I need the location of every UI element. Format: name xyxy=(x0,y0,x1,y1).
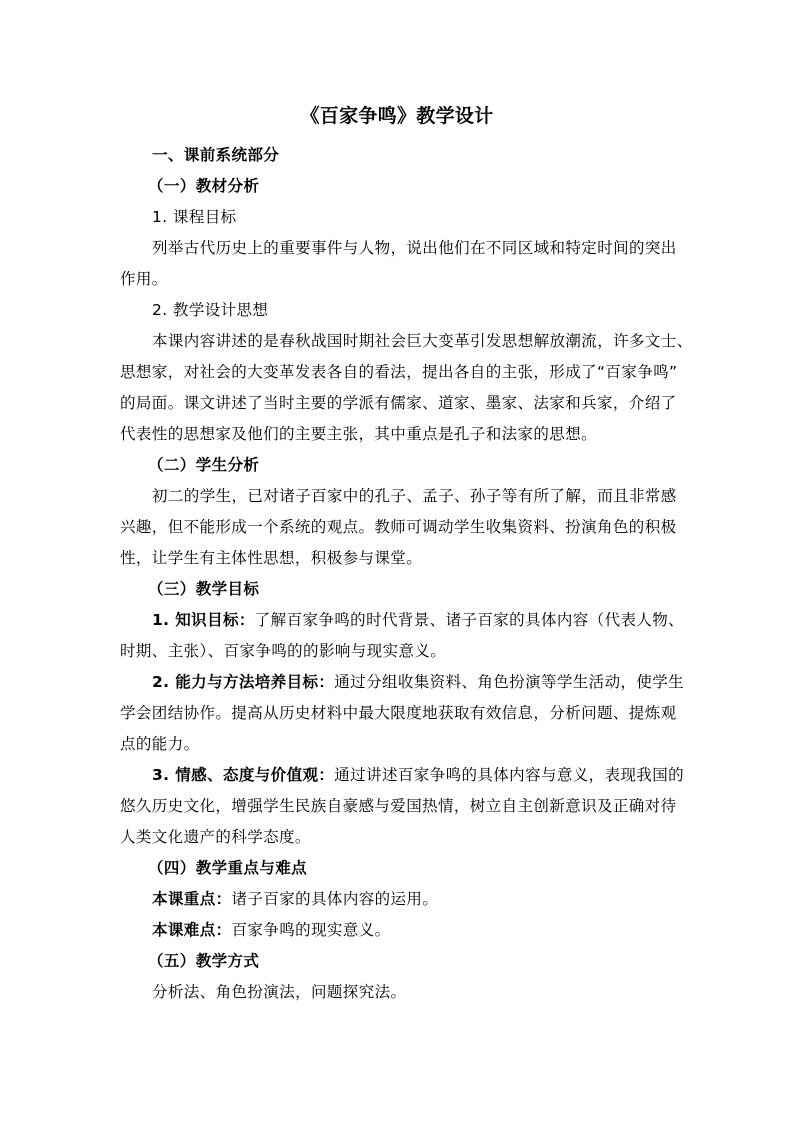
paragraph-line: 性，让学生有主体性思想，积极参与课堂。 xyxy=(120,549,423,567)
paragraph-line: 时期、主张）、百家争鸣的的影响与现实意义。 xyxy=(120,642,447,660)
difficulty-text: 百家争鸣的现实意义。 xyxy=(231,921,391,939)
paragraph-line: 思想家，对社会的大变革发表各自的看法，提出各自的主张，形成了“百家争鸣” xyxy=(120,363,678,381)
goal-text: 通过讲述百家争鸣的具体内容与意义，表现我国的 xyxy=(334,766,685,784)
paragraph-line: 悠久历史文化，增强学生民族自豪感与爱国热情，树立自主创新意识及正确对待 xyxy=(120,797,677,815)
goal-knowledge xyxy=(152,610,732,630)
document-title: 《百家争鸣》教学设计 xyxy=(300,105,494,127)
paragraph-line: 点的能力。 xyxy=(120,735,200,753)
key-point-line xyxy=(152,889,732,909)
goal-text: 通过分组收集资料、角色扮演等学生活动，使学生 xyxy=(334,673,685,691)
difficulty-label: 本课难点： xyxy=(152,921,232,939)
subsection-heading-key-points: （四）教学重点与难点 xyxy=(148,859,308,877)
paragraph-line: 人类文化遗产的科学态度。 xyxy=(120,828,311,846)
item-heading-design-idea: 2. 教学设计思想 xyxy=(152,301,269,319)
paragraph-line: 学会团结协作。提高从历史材料中最大限度地获取有效信息，分析问题、提炼观 xyxy=(120,704,677,722)
key-point-label: 本课重点： xyxy=(152,890,232,908)
subsection-heading-textbook-analysis: （一）教材分析 xyxy=(148,177,260,195)
goal-label: 2. 能力与方法培养目标： xyxy=(152,673,335,691)
goal-label: 3. 情感、态度与价值观： xyxy=(152,766,335,784)
paragraph-line: 代表性的思想家及他们的主要主张，其中重点是孔子和法家的思想。 xyxy=(120,425,598,443)
key-point-text: 诸子百家的具体内容的运用。 xyxy=(231,890,439,908)
paragraph-line: 本课内容讲述的是春秋战国时期社会巨大变革引发思想解放潮流，许多文士、 xyxy=(152,332,693,350)
paragraph-line: 列举古代历史上的重要事件与人物，说出他们在不同区域和特定时间的突出 xyxy=(152,239,677,257)
paragraph-line: 兴趣，但不能形成一个系统的观点。教师可调动学生收集资料、扮演角色的积极 xyxy=(120,518,677,536)
paragraph-line: 初二的学生，已对诸子百家中的孔子、孟子、孙子等有所了解，而且非常感 xyxy=(152,487,677,505)
difficulty-line xyxy=(152,920,732,940)
section-heading-pre-class-system: 一、课前系统部分 xyxy=(152,146,280,164)
paragraph-line: 的局面。课文讲述了当时主要的学派有儒家、道家、墨家、法家和兵家，介绍了 xyxy=(120,394,677,412)
subsection-heading-teaching-goals: （三）教学目标 xyxy=(148,580,260,598)
subsection-heading-student-analysis: （二）学生分析 xyxy=(148,456,260,474)
goal-text: 了解百家争鸣的时代背景、诸子百家的具体内容（代表人物、 xyxy=(254,611,685,629)
paragraph-line: 作用。 xyxy=(120,270,168,288)
methods-line: 分析法、角色扮演法，问题探究法。 xyxy=(152,983,407,1001)
item-heading-course-goal: 1. 课程目标 xyxy=(152,208,237,226)
goal-ability xyxy=(152,672,732,692)
goal-label: 1. 知识目标： xyxy=(152,611,255,629)
subsection-heading-teaching-methods: （五）教学方式 xyxy=(148,952,260,970)
goal-emotion xyxy=(152,765,732,785)
